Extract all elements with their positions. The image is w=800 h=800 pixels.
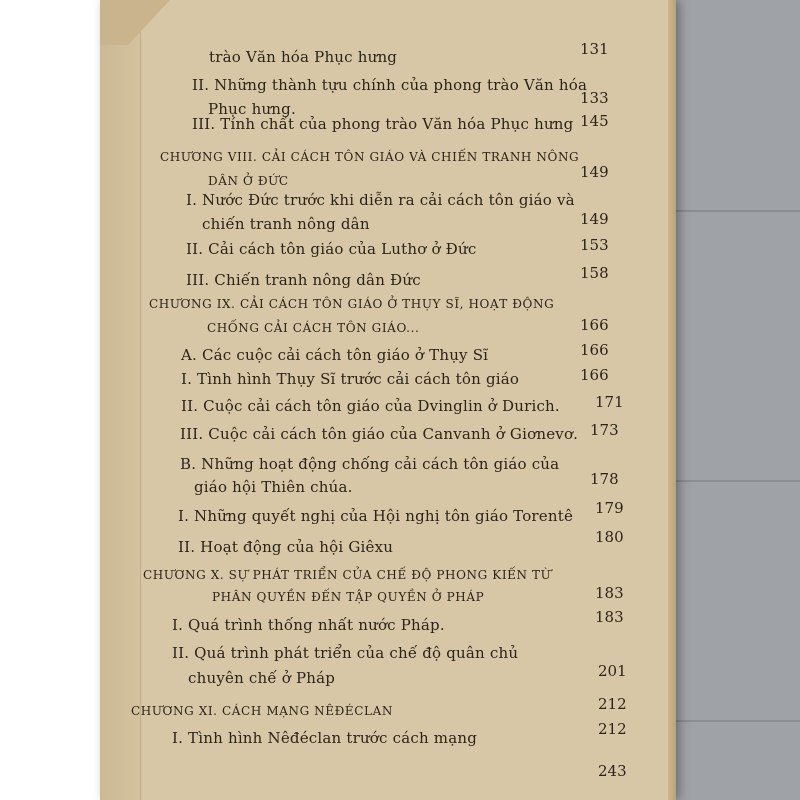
toc-page-number: 179 xyxy=(595,499,624,517)
toc-page-number: 166 xyxy=(580,316,609,334)
toc-line: I. Những quyết nghị của Hội nghị tôn giáo Torentê xyxy=(178,507,574,525)
toc-page-number: 149 xyxy=(580,210,609,228)
page-number: 243 xyxy=(598,762,627,780)
toc-page-number: 178 xyxy=(590,470,619,488)
toc-line: II. Những thành tựu chính của phong trào Văn hóa xyxy=(192,76,588,94)
toc-page-number: 166 xyxy=(580,341,609,359)
toc-page-number: 183 xyxy=(595,584,624,602)
chapter-heading: CHƯƠNG XI. CÁCH MẠNG NÊĐÉCLAN xyxy=(131,704,393,718)
chapter-heading: DÂN Ở ĐỨC xyxy=(208,174,289,188)
toc-page-number: 158 xyxy=(580,264,609,282)
toc-line: chiến tranh nông dân xyxy=(202,215,370,233)
chapter-heading: CHƯƠNG X. SỰ PHÁT TRIỂN CỦA CHẾ ĐỘ PHONG KIẾN TỪ xyxy=(143,568,552,582)
toc-page-number: 201 xyxy=(598,662,627,680)
toc-line: II. Hoạt động của hội Giêxu xyxy=(178,538,394,556)
toc-page-number: 171 xyxy=(595,393,624,411)
toc-line: A. Các cuộc cải cách tôn giáo ở Thụy Sĩ xyxy=(181,346,489,364)
toc-line: I. Tình hình Thụy Sĩ trước cải cách tôn giáo xyxy=(181,370,520,388)
toc-page-number: 180 xyxy=(595,528,624,546)
toc-page-number: 173 xyxy=(590,421,619,439)
toc-line: I. Nước Đức trước khi diễn ra cải cách tôn giáo và xyxy=(186,191,575,209)
toc-line: III. Chiến tranh nông dân Đức xyxy=(186,271,421,289)
toc-page-number: 212 xyxy=(598,695,627,713)
toc-line: II. Cuộc cải cách tôn giáo của Dvinglin ở Durich. xyxy=(181,397,560,415)
toc-page-number: 145 xyxy=(580,112,609,130)
toc-line: III. Tính chất của phong trào Văn hóa Phục hưng xyxy=(192,115,574,133)
toc-line: II. Quá trình phát triển của chế độ quân chủ xyxy=(172,644,519,662)
chapter-heading: CHƯƠNG IX. CẢI CÁCH TÔN GIÁO Ở THỤY SĨ, HOẠT ĐỘNG xyxy=(149,297,555,311)
toc-page-number: 153 xyxy=(580,236,609,254)
toc-line: II. Cải cách tôn giáo của Luthơ ở Đức xyxy=(186,240,477,258)
toc-page-number: 212 xyxy=(598,720,627,738)
toc-line: Phục hưng. xyxy=(208,100,296,118)
toc-line: III. Cuộc cải cách tôn giáo của Canvanh ở Giơnevơ. xyxy=(180,425,579,443)
chapter-heading: CHỐNG CẢI CÁCH TÔN GIÁO... xyxy=(207,321,420,335)
toc-line: I. Quá trình thống nhất nước Pháp. xyxy=(172,616,445,634)
toc-page-number: 133 xyxy=(580,89,609,107)
toc-line: B. Những hoạt động chống cải cách tôn giáo của xyxy=(180,455,560,473)
chapter-heading: PHÂN QUYỀN ĐẾN TẬP QUYỀN Ở PHÁP xyxy=(212,590,485,604)
toc-line: I. Tình hình Nêđéclan trước cách mạng xyxy=(172,729,478,747)
toc-line: chuyên chế ở Pháp xyxy=(188,669,336,687)
toc-line: giáo hội Thiên chúa. xyxy=(194,478,353,496)
toc-page-number: 166 xyxy=(580,366,609,384)
toc-line: trào Văn hóa Phục hưng xyxy=(209,48,398,66)
page-gutter xyxy=(100,0,141,800)
toc-page-number: 183 xyxy=(595,608,624,626)
page-edge xyxy=(668,0,676,800)
toc-page-number: 149 xyxy=(580,163,609,181)
chapter-heading: CHƯƠNG VIII. CẢI CÁCH TÔN GIÁO VÀ CHIẾN TRANH NÔNG xyxy=(160,150,580,164)
toc-page-number: 131 xyxy=(580,40,609,58)
